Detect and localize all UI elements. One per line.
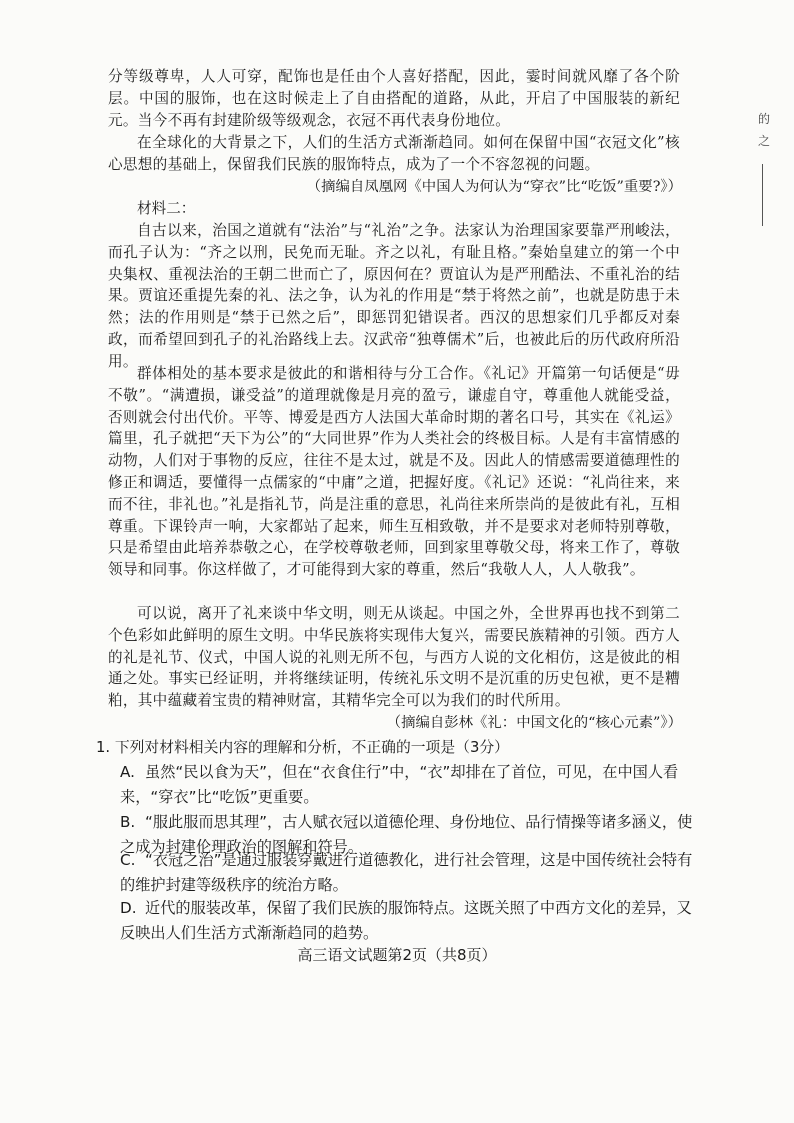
question-1-option-d bbox=[120, 896, 702, 946]
margin-mark: 的 bbox=[757, 112, 770, 126]
option-label: B. bbox=[120, 813, 136, 831]
margin-rule bbox=[762, 164, 763, 226]
material-two-source: （摘编自彭林《礼：中国文化的“核心元素”》） bbox=[386, 715, 682, 731]
option-label: A. bbox=[120, 763, 135, 781]
material-two-paragraph-3: 可以说，离开了礼来谈中华文明，则无从谈起。中国之外，全世界再也找不到第二个色彩如此鲜明的原生文明。中华民族将实现伟大复兴，需要民族精神的引领。西方人的礼是礼节、仪式，中国人说的礼则无所不包，与西方人说的文化相仿，这是彼此的相通之处。事实已经证明，并将继续证明，传统礼乐文明不是沉重的历史包袱，更不是糟粕，其中蕴藏着宝贵的精神财富，其精华完全可以为我们的时代所用。 bbox=[108, 605, 680, 710]
question-1-stem: 1. 下列对材料相关内容的理解和分析，不正确的一项是（3分） bbox=[96, 739, 509, 756]
page-footer: 高三语文试题第2页（共8页） bbox=[297, 946, 497, 964]
option-text: 虽然“民以食为天”，但在“衣食住行”中，“衣”却排在了首位，可见，在中国人看来，“穿衣”比“吃饭”更重要。 bbox=[120, 763, 679, 806]
material-two-paragraph-1: 自古以来，治国之道就有“法治”与“礼治”之争。法家认为治理国家要靠严刑峻法，而孔子认为：“齐之以刑，民免而无耻。齐之以礼，有耻且格。”秦始皇建立的第一个中央集权、重视法治的王朝二世而亡了，原因何在？贾谊认为是严刑酷法、不重礼治的结果。贾谊还重提先秦的礼、法之争，认为礼的作用是“禁于将然之前”，也就是防患于未然；法的作用则是“禁于已然之后”，即惩罚犯错误者。西汉的思想家们几乎都反对秦政，而希望回到孔子的礼治路线上去。汉武帝“独尊儒术”后，也被此后的历代政府所沿用。 bbox=[108, 222, 680, 370]
material-two-paragraph-2: 群体相处的基本要求是彼此的和谐相待与分工合作。《礼记》开篇第一句话便是“毋不敬”。“满遭损，谦受益”的道理就像是月亮的盈亏，谦虚自守，尊重他人就能受益，否则就会付出代价。平等、博爱是西方人法国大革命时期的著名口号，其实在《礼运》篇里，孔子就把“天下为公”的“大同世界”作为人类社会的终极目标。人是有丰富情感的动物，人们对于事物的反应，往往不是太过，就是不及。因此人的情感需要道德理性的修正和调适，要懂得一点儒家的“中庸”之道，把握好度。《礼记》还说：“礼尚往来，来而不往，非礼也。”礼是指礼节，尚是注重的意思，礼尚往来所崇尚的是彼此有礼，互相尊重。下课铃声一响，大家都站了起来，师生互相致敬，并不是要求对老师特别尊敬，只是希望由此培养恭敬之心，在学校尊敬老师，回到家里尊敬父母，将来工作了，尊敬领导和同事。你这样做了，才可能得到大家的尊重，然后“我敬人人，人人敬我”。 bbox=[108, 365, 680, 579]
option-label: C. bbox=[120, 851, 136, 869]
question-1-option-a bbox=[120, 760, 702, 810]
material-one-paragraph-1: 分等级尊卑，人人可穿，配饰也是任由个人喜好搭配，因此，霎时间就风靡了各个阶层。中国的服饰，也在这时候走上了自由搭配的道路，从此，开启了中国服装的新纪元。当今不再有封建阶级等级观念，衣冠不再代表身份地位。 bbox=[108, 68, 680, 129]
option-text: “衣冠之治”是通过服装穿戴进行道德教化，进行社会管理，这是中国传统社会特有的维护封建等级秩序的统治方略。 bbox=[120, 851, 693, 894]
material-one-source: （摘编自凤凰网《中国人为何认为“穿衣”比“吃饭”重要?》） bbox=[306, 179, 682, 195]
material-two-heading: 材料二： bbox=[137, 200, 196, 217]
material-one-paragraph-2: 在全球化的大背景之下，人们的生活方式渐渐趋同。如何在保留中国“衣冠文化”核心思想的基础上，保留我们民族的服饰特点，成为了一个不容忽视的问题。 bbox=[108, 134, 680, 173]
option-text: “服此服而思其理”，古人赋衣冠以道德伦理、身份地位、品行情操等诸多涵义，使之成为封建伦理政治的图解和符号。 bbox=[120, 813, 693, 856]
option-text: 近代的服装改革，保留了我们民族的服饰特点。这既关照了中西方文化的差异，又反映出人们生活方式渐渐趋同的趋势。 bbox=[120, 899, 692, 942]
option-label: D. bbox=[120, 899, 137, 917]
question-1-option-c bbox=[120, 848, 702, 898]
margin-mark: 之 bbox=[757, 134, 770, 148]
